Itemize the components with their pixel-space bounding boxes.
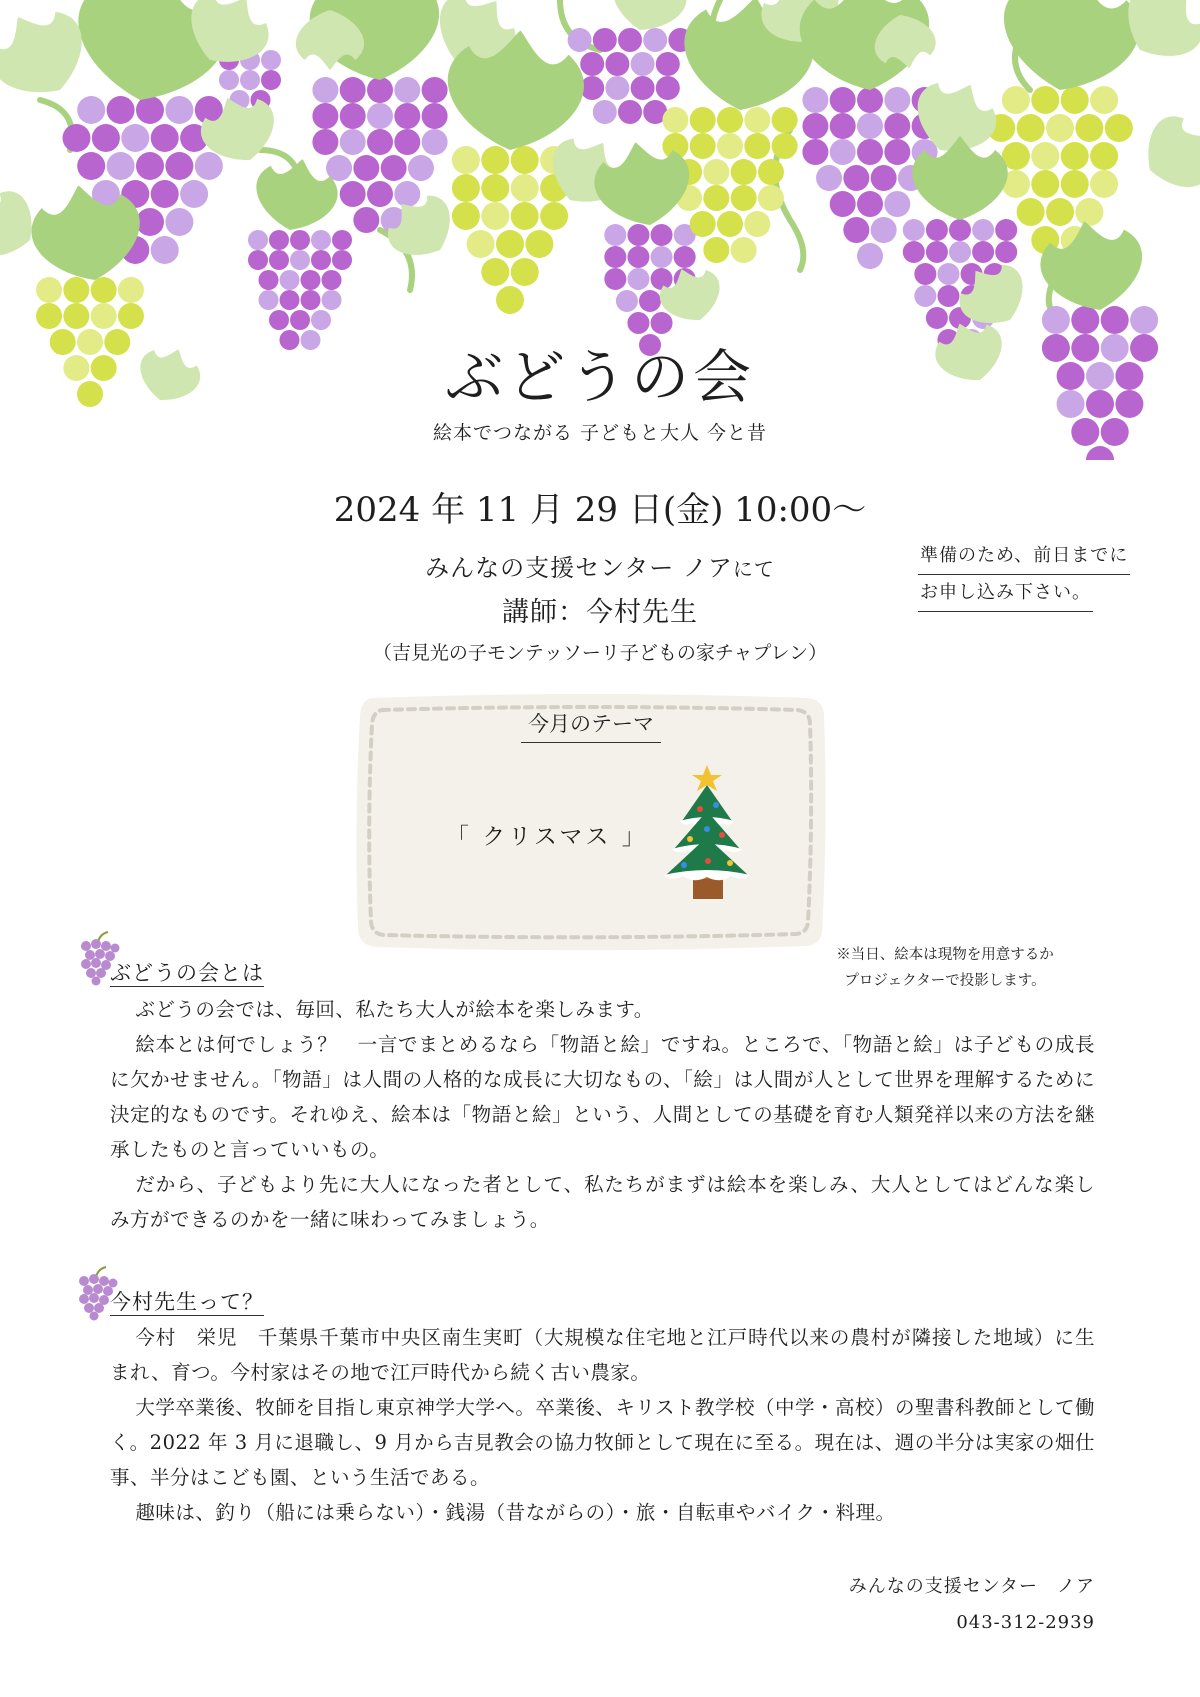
grape-berry	[731, 185, 757, 211]
grape-berry	[481, 258, 509, 286]
venue-suffix: にて	[732, 557, 775, 581]
apply-note-line1: 準備のため、前日までに	[918, 538, 1130, 575]
grape-berry	[604, 268, 626, 290]
grape-berry	[311, 250, 331, 270]
grape-berry	[36, 277, 62, 303]
grape-berry	[618, 28, 642, 52]
grape-berry	[301, 290, 321, 310]
grape-berry	[151, 124, 179, 152]
grape-berry	[118, 303, 144, 329]
grape-berry	[949, 219, 971, 241]
grape-berry	[165, 208, 193, 236]
grape-berry	[118, 277, 144, 303]
grape-berry	[703, 159, 729, 185]
grape-berry	[340, 129, 366, 155]
grape-berry	[717, 211, 743, 237]
grape-berry	[248, 230, 268, 250]
theme-text: 「 クリスマス 」	[446, 824, 648, 850]
about-heading-wrap	[110, 957, 264, 987]
grape-berry	[1061, 170, 1089, 198]
grape-berry	[604, 224, 626, 246]
grape-berry	[1075, 114, 1103, 142]
venue-name: みんなの支援センター ノア	[425, 554, 733, 582]
grape-berry	[136, 96, 164, 124]
book-note-line2: プロジェクターで投影します。	[844, 973, 1046, 989]
grape-berry	[261, 70, 281, 90]
grape-berry	[830, 139, 856, 165]
grape-berry	[77, 96, 105, 124]
footer-org: みんなの支援センター ノア	[848, 1576, 1095, 1597]
grape-berry	[651, 246, 673, 268]
grape-berry	[340, 77, 366, 103]
grape-berry	[240, 70, 260, 90]
grape-berry	[972, 219, 994, 241]
grape-berry	[1031, 170, 1059, 198]
grape-berry	[857, 243, 883, 269]
about-paragraph: だから、子どもより先に大人になった者として、私たちがまずは絵本を楽しみ、大人としてはどんな楽しみ方ができるのかを一緒に味わってみましょう。	[110, 1173, 1095, 1231]
grape-berry	[467, 230, 495, 258]
profile-paragraph: 趣味は、釣り（船には乗らない）・銭湯（昔ながらの）・旅・自転車やバイク・料理。	[135, 1501, 896, 1524]
grape-berry	[322, 270, 342, 290]
grape-berry	[332, 250, 352, 270]
grape-berry	[422, 103, 448, 129]
grape-berry	[195, 152, 223, 180]
grape-berry	[259, 270, 279, 290]
grape-berry	[884, 87, 910, 113]
profile-body	[110, 1320, 1095, 1530]
grape-berry	[525, 230, 553, 258]
grape-berry	[151, 180, 179, 208]
grape-berry	[857, 87, 883, 113]
grape-berry	[165, 96, 193, 124]
grape-berry	[884, 113, 910, 139]
grape-berry	[871, 217, 897, 243]
grape-berry	[703, 237, 729, 263]
grape-berry	[312, 103, 338, 129]
grape-berry	[63, 303, 89, 329]
grape-berry	[639, 290, 661, 312]
grape-berry	[772, 107, 798, 133]
grape-berry	[1090, 170, 1118, 198]
event-datetime: 2024 年 11 月 29 日(金) 10:00～	[333, 490, 867, 530]
grape-berry	[481, 202, 509, 230]
grape-berry	[937, 285, 959, 307]
grape-berry	[353, 207, 379, 233]
grape-berry	[481, 174, 509, 202]
grape-berry	[1061, 142, 1089, 170]
grape-berry	[452, 202, 480, 230]
grape-berry	[830, 87, 856, 113]
grape-berry	[717, 133, 743, 159]
grape-berry	[627, 246, 649, 268]
grape-berry	[568, 28, 592, 52]
grape-berry	[949, 241, 971, 263]
grape-berry	[580, 52, 604, 76]
apply-note	[918, 538, 1158, 612]
grape-berry	[884, 139, 910, 165]
profile-heading: 今村先生って？	[110, 1290, 264, 1314]
grape-berry	[744, 107, 770, 133]
grape-berry	[367, 181, 393, 207]
event-lecturer: 講師：今村先生	[502, 597, 698, 628]
grape-berry	[394, 103, 420, 129]
grape-berry	[616, 290, 638, 312]
grape-berry	[926, 241, 948, 263]
grape-berry	[593, 100, 617, 124]
grape-berry	[995, 219, 1017, 241]
grape-berry	[121, 124, 149, 152]
grape-berry	[91, 303, 117, 329]
grape-berry	[136, 152, 164, 180]
grape-berry	[690, 211, 716, 237]
grape-berry	[914, 263, 936, 285]
grape-berry	[311, 310, 331, 330]
grape-berry	[1017, 198, 1045, 226]
about-heading: ぶどうの会とは	[110, 961, 264, 985]
grape-berry	[744, 211, 770, 237]
grape-berry	[219, 70, 239, 90]
grape-berry	[662, 107, 688, 133]
grape-berry	[593, 28, 617, 52]
grape-berry	[511, 258, 539, 286]
grape-berry	[367, 129, 393, 155]
page-subtitle: 絵本でつながる 子どもと大人 今と昔	[432, 422, 768, 444]
grape-berry	[540, 202, 568, 230]
grape-berry	[312, 129, 338, 155]
book-note-line1: ※当日、絵本は現物を用意するか	[836, 947, 1054, 963]
grape-berry	[1031, 142, 1059, 170]
leaf-shape	[1131, 105, 1200, 203]
grape-berry	[269, 310, 289, 330]
grape-berry	[830, 191, 856, 217]
about-paragraph: ぶどうの会では、毎回、私たち大人が絵本を楽しみます。	[135, 998, 654, 1021]
grape-berry	[290, 230, 310, 250]
grape-berry	[605, 52, 629, 76]
grape-berry	[830, 113, 856, 139]
grape-berry	[353, 155, 379, 181]
grape-berry	[136, 208, 164, 236]
grape-berry	[772, 133, 798, 159]
grape-berry	[422, 77, 448, 103]
grape-berry	[107, 96, 135, 124]
grape-berry	[926, 219, 948, 241]
grape-berry	[843, 217, 869, 243]
grape-berry	[92, 124, 120, 152]
grape-berry	[618, 100, 642, 124]
grape-berry	[290, 310, 310, 330]
grape-berry	[1061, 86, 1089, 114]
grape-berry	[261, 50, 281, 70]
grape-berry	[452, 146, 480, 174]
grape-berry	[627, 224, 649, 246]
grape-berry	[280, 270, 300, 290]
grape-berry	[802, 139, 828, 165]
grape-berry	[857, 191, 883, 217]
grape-berry	[311, 230, 331, 250]
grape-berry	[269, 250, 289, 270]
grape-berry	[340, 181, 366, 207]
grape-berry	[259, 290, 279, 310]
grape-berry	[605, 76, 629, 100]
grape-berry	[452, 174, 480, 202]
grape-berry	[744, 133, 770, 159]
grape-berry	[180, 180, 208, 208]
grape-berry	[843, 165, 869, 191]
grape-berry	[1046, 114, 1074, 142]
theme-heading: 今月のテーマ	[521, 708, 661, 743]
grape-berry	[884, 191, 910, 217]
grape-berry	[690, 107, 716, 133]
profile-paragraph: 大学卒業後、牧師を目指し東京神学大学へ。卒業後、キリスト教学校（中学・高校）の聖書科教師として働く。2022 年 3 月に退職し、9 月から吉見教会の協力牧師として現在に至る。現在は、週の半分は実家の畑仕事、半分はこども園、という生活である。	[110, 1396, 1095, 1489]
grape-berry	[631, 76, 655, 100]
grape-berry	[63, 124, 91, 152]
grape-berry	[77, 152, 105, 180]
grape-berry	[332, 230, 352, 250]
grape-berry	[656, 52, 680, 76]
grape-berry	[627, 268, 649, 290]
grape-berry	[1046, 198, 1074, 226]
grape-berry	[394, 77, 420, 103]
grape-berry	[656, 76, 680, 100]
grape-berry	[857, 113, 883, 139]
grape-berry	[914, 285, 936, 307]
grape-berry	[496, 286, 524, 314]
grape-berry	[340, 103, 366, 129]
grape-berry	[290, 250, 310, 270]
grape-berry	[107, 152, 135, 180]
grape-berry	[422, 129, 448, 155]
grape-berry	[91, 277, 117, 303]
grape-berry	[816, 165, 842, 191]
grape-berry	[511, 202, 539, 230]
footer-phone: 043-312-2939	[956, 1612, 1095, 1633]
grape-berry	[1017, 114, 1045, 142]
grape-berry	[322, 290, 342, 310]
grape-berry	[651, 268, 673, 290]
grape-berry	[758, 185, 784, 211]
grape-berry	[871, 165, 897, 191]
grape-berry	[280, 290, 300, 310]
grape-berry	[903, 241, 925, 263]
grape-berry	[248, 250, 268, 270]
about-paragraph: 絵本とは何でしょう？ 一言でまとめるなら「物語と絵」ですね。ところで、「物語と絵」は子どもの成長に欠かせません。「物語」は人間の人格的な成長に大切なもの、「絵」は人間が人として世界を理解するために決定的なものです。それゆえ、絵本は「物語と絵」という、人間としての基礎を育む人類発祥以来の方法を継承したものと言っていいもの。	[110, 1033, 1095, 1161]
grape-berry	[731, 159, 757, 185]
grape-berry	[937, 263, 959, 285]
grape-berry	[758, 159, 784, 185]
grape-berry	[995, 241, 1017, 263]
grape-berry	[269, 230, 289, 250]
grape-berry	[857, 139, 883, 165]
grape-berry	[643, 28, 667, 52]
grape-berry	[1086, 446, 1114, 460]
grape-berry	[703, 185, 729, 211]
grape-berry	[394, 129, 420, 155]
grape-berry	[367, 77, 393, 103]
page-title: ぶどうの会	[444, 343, 755, 411]
grape-berry	[301, 270, 321, 290]
grape-berry	[151, 236, 179, 264]
apply-note-line2: お申し込み下さい。	[918, 575, 1093, 612]
grape-berry	[1090, 142, 1118, 170]
grape-berry	[651, 224, 673, 246]
christmas-tree-icon	[660, 763, 755, 903]
profile-paragraph: 今村 栄児 千葉県千葉市中央区南生実町（大規模な住宅地と江戸時代以来の農村が隣接した地域）に生まれ、育つ。今村家はその地で江戸時代から続く古い農家。	[110, 1326, 1095, 1384]
grape-berry	[481, 146, 509, 174]
grape-berry	[631, 52, 655, 76]
grape-berry	[165, 152, 193, 180]
grape-berry	[802, 87, 828, 113]
grape-berry	[1090, 86, 1118, 114]
profile-heading-wrap	[110, 1286, 264, 1316]
grape-berry	[496, 230, 524, 258]
lecturer-affiliation: （吉見光の子モンテッソーリ子どもの家チャプレン）	[372, 642, 828, 664]
grape-berry	[1105, 114, 1133, 142]
book-note	[810, 942, 1080, 994]
grape-berry	[926, 307, 948, 329]
grape-berry	[36, 303, 62, 329]
grape-berry	[802, 113, 828, 139]
grape-berry	[1075, 198, 1103, 226]
grape-berry	[1031, 86, 1059, 114]
grape-berry	[367, 103, 393, 129]
grape-berry	[381, 155, 407, 181]
grape-berry	[903, 219, 925, 241]
grape-berry	[717, 107, 743, 133]
about-body	[110, 992, 1095, 1237]
grape-berry	[972, 241, 994, 263]
grape-berry	[1002, 86, 1030, 114]
grape-berry	[312, 77, 338, 103]
grape-berry	[63, 277, 89, 303]
grape-berry	[604, 246, 626, 268]
grape-berry	[408, 155, 434, 181]
grape-berry	[690, 133, 716, 159]
grape-berry	[511, 174, 539, 202]
grape-berry	[674, 246, 696, 268]
grape-berry	[731, 237, 757, 263]
grape-berry	[511, 146, 539, 174]
grape-berry	[394, 181, 420, 207]
